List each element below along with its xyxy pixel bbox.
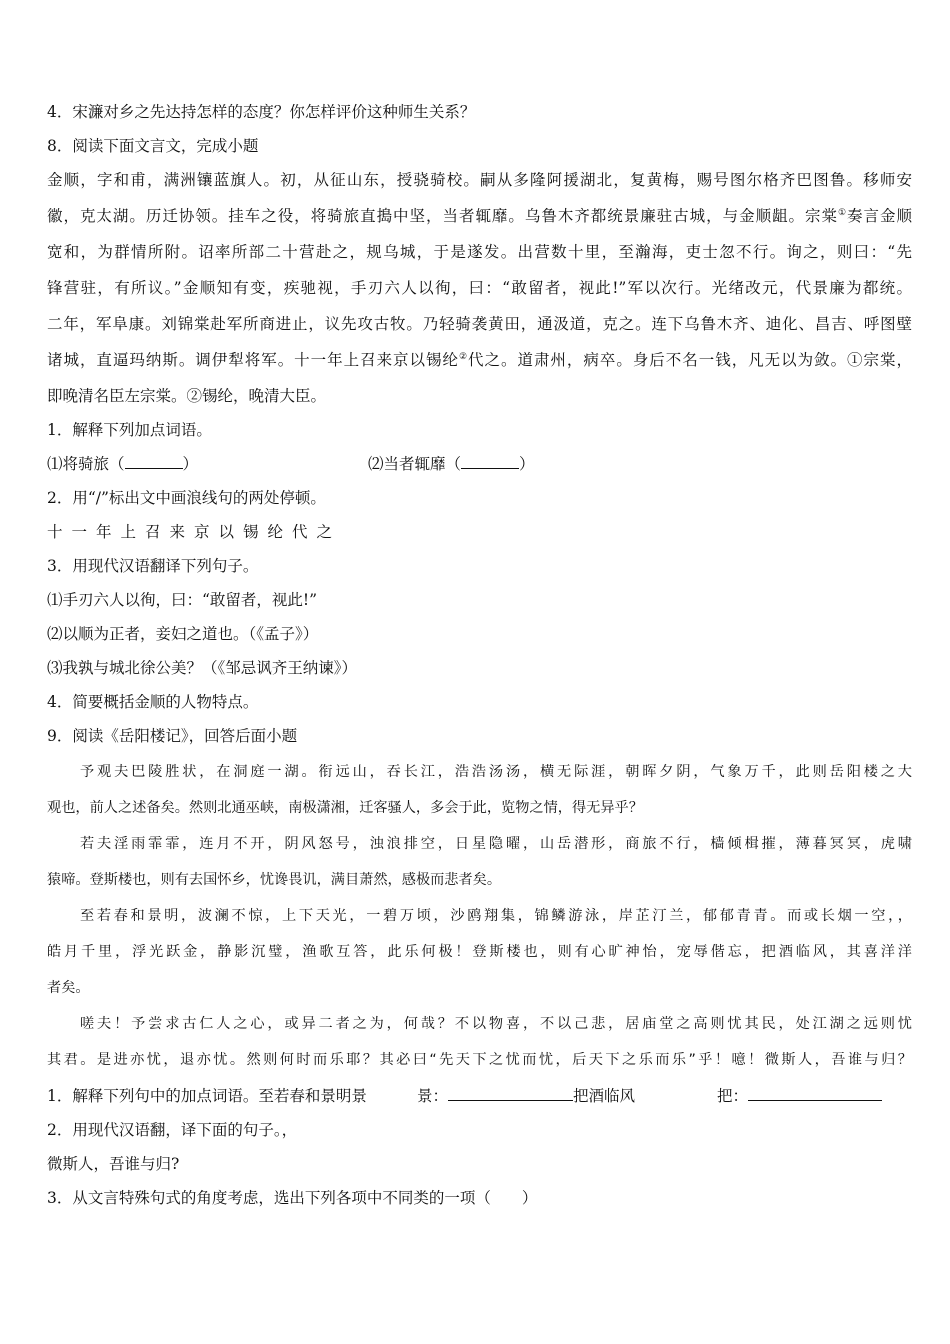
q8-q1b-label: ⑵当者辄靡（: [368, 455, 462, 473]
q8-passage-line-6-tail: 代之。道肃州，病卒。身后不名一钱，凡无以为敛。①宗棠，: [468, 351, 912, 369]
q9-para3-line-3: 者矣。: [47, 980, 90, 996]
q8-question-2: 2．用“/”标出文中画浪线句的两处停顿。: [47, 489, 326, 507]
q8-q3-item-3: ⑶我孰与城北徐公美？（《邹忌讽齐王纳谏》）: [47, 659, 358, 677]
footnote-2-marker: ②: [458, 351, 469, 362]
q8-passage-line-7: 即晚清名臣左宗棠。②锡纶，晚清大臣。: [47, 387, 327, 405]
q7-question-4: 4．宋濂对乡之先达持怎样的态度？你怎样评价这种师生关系？: [47, 103, 476, 121]
q9-heading: 9．阅读《岳阳楼记》，回答后面小题: [47, 727, 298, 745]
footnote-1-marker: ①: [837, 207, 848, 218]
q9-para2-line-2: 猿啼。登斯楼也，则有去国怀乡，忧谗畏讥，满目萧然，感极而悲者矣。: [47, 872, 502, 888]
q9-q1-ba-label: 把：: [717, 1087, 749, 1105]
q9-q1-ba: [717, 1086, 882, 1106]
q8-passage-line-2-tail: 奏言金顺: [847, 207, 912, 225]
q9-q1-jing-label: 景：: [417, 1087, 449, 1105]
q8-q1a-label: ⑴将骑旅（: [47, 455, 125, 473]
q9-q2-sentence: 微斯人，吾谁与归?: [47, 1155, 180, 1173]
q9-question-1: [47, 1086, 912, 1106]
q9-q1-jing: [417, 1086, 635, 1106]
q8-passage-line-2-text: 徽，克太湖。历迁协领。挂车之役，将骑旅直搗中坚，当者辄靡。乌鲁木齐都统景廉驻古城，与金顺龃。宗棠: [47, 207, 838, 225]
q8-q1a-answer-blank[interactable]: [125, 454, 183, 469]
q8-q2-sentence: 十一年上召来京以锡纶代之: [47, 523, 342, 541]
q8-question-1-items: [47, 454, 912, 474]
q8-passage-line-4: 锋营驻，有所议。”金顺知有变，疾驰视，手刃六人以徇，曰：“敢留者，视此!”军以次行。光绪改元，代景廉为都统。: [47, 279, 912, 297]
q8-q1b-answer-blank[interactable]: [461, 454, 519, 469]
q8-q1b: [368, 454, 535, 474]
q9-para3-line-1: 至若春和景明，波澜不惊，上下天光，一碧万顷，沙鸥翔集，锦鳞游泳，岸芷汀兰，郁郁青青。而或长烟一空，，: [80, 908, 912, 924]
q9-para1-line-2: 观也，前人之述备矣。然则北通巫峡，南极潇湘，迁客骚人，多会于此，览物之情，得无异乎？: [47, 800, 643, 816]
q9-q1-jing-blank[interactable]: [448, 1086, 573, 1101]
q8-question-4: 4．简要概括金顺的人物特点。: [47, 693, 259, 711]
q9-para3-line-2: 皓月千里，浮光跃金，静影沉璧，渔歌互答，此乐何极！登斯楼也，则有心旷神怡，宠辱偕忘，把酒临风，其喜洋洋: [47, 944, 912, 960]
q8-question-1: 1．解释下列加点词语。: [47, 421, 212, 439]
q9-q1-prompt: 1．解释下列句中的加点词语。至若春和景明景: [47, 1087, 367, 1105]
q9-para1-line-1: 予观夫巴陵胜状，在洞庭一湖。衔远山，吞长江，浩浩汤汤，横无际涯，朝晖夕阴，气象万千，此则岳阳楼之大: [80, 764, 912, 780]
q8-passage-line-2: [47, 206, 912, 226]
q9-q1-ba-blank[interactable]: [748, 1086, 882, 1101]
q8-q3-item-1: ⑴手刃六人以徇，曰：“敢留者，视此!”: [47, 591, 318, 609]
q8-passage-line-6: [47, 350, 912, 370]
q9-para4-line-2: 其君。是进亦忧，退亦忧。然则何时而乐耶？其必曰“先天下之忧而忧，后天下之乐而乐”乎！噫！微斯人，吾谁与归？: [47, 1052, 912, 1068]
q9-question-2: 2．用现代汉语翻，译下面的句子。，: [47, 1121, 298, 1139]
q8-q1b-paren: ）: [519, 455, 535, 473]
q8-question-3: 3．用现代汉语翻译下列句子。: [47, 557, 259, 575]
q8-q3-item-2: ⑵以顺为正者，妾妇之道也。（《孟子》）: [47, 625, 319, 643]
q8-passage-line-1: 金顺，字和甫，满洲镶蓝旗人。初，从征山东，授骁骑校。嗣从多隆阿援湖北，复黄梅，赐号图尔格齐巴图鲁。移师安: [47, 171, 912, 189]
q8-heading: 8．阅读下面文言文，完成小题: [47, 137, 259, 155]
q9-question-3: 3．从文言特殊句式的角度考虑，选出下列各项中不同类的一项（ ）: [47, 1189, 538, 1207]
q8-passage-line-5: 二年，军阜康。刘锦棠赴军所商进止，议先攻古牧。乃轻骑袭黄田，通汲道，克之。连下乌鲁木齐、迪化、昌吉、呼图壁: [47, 315, 912, 333]
q8-q1a-paren: ）: [182, 455, 199, 473]
q8-passage-line-6-text: 诸城，直逼玛纳斯。调伊犁将军。十一年上召来京以锡纶: [47, 351, 459, 369]
q9-para4-line-1: 嗟夫！予尝求古仁人之心，或异二者之为，何哉？不以物喜，不以己悲，居庙堂之高则忧其民，处江湖之远则忧: [80, 1016, 912, 1032]
q9-q1-ba-sentence: 把酒临风: [573, 1087, 636, 1105]
q9-para2-line-1: 若夫淫雨霏霏，连月不开，阴风怒号，浊浪排空，日星隐曜，山岳潜形，商旅不行，樯倾楫摧，薄暮冥冥，虎啸: [80, 836, 912, 852]
q8-passage-line-3: 宽和，为群情所附。诏率所部二十营赴之，规乌城，于是遂发。出营数十里，至瀚海，吏士忽不行。询之，则曰：“先: [47, 243, 912, 261]
